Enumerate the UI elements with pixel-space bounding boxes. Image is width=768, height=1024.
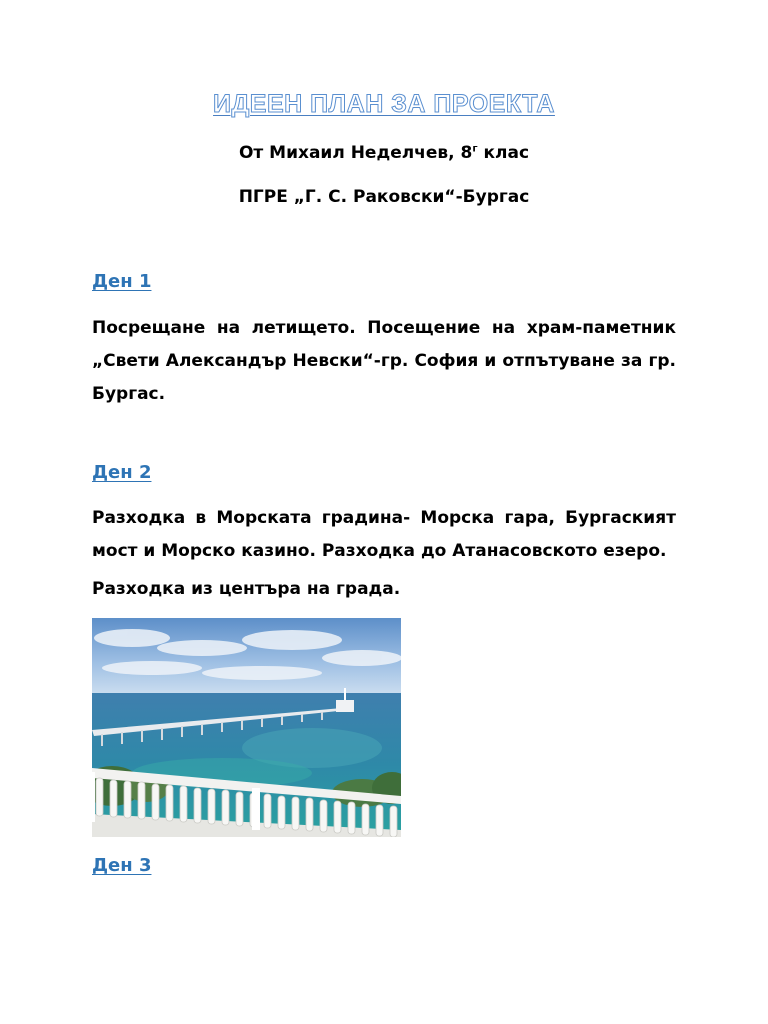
- document-title: ИДЕЕН ПЛАН ЗА ПРОЕКТА: [213, 90, 555, 118]
- day-2-heading: Ден 2: [92, 462, 152, 483]
- author-line-prefix: От Михаил Неделчев, 8: [238, 143, 473, 163]
- day-2-paragraph: Разходка в Морската градина- Морска гара, Бургаският мост и Морско казино. Разходка до Атанасовското езеро.: [92, 508, 676, 561]
- burgas-pier-photo: [92, 618, 401, 837]
- day-1-paragraph: Посрещане на летището. Посещение на храм-паметник „Свети Александър Невски“-гр. София и отпътуване за гр. Бургас.: [92, 318, 676, 404]
- author-line-suffix: клас: [477, 143, 530, 163]
- day-1-heading: Ден 1: [92, 271, 152, 292]
- author-line: [0, 143, 768, 163]
- school-line: ПГРЕ „Г. С. Раковски“-Бургас: [238, 187, 530, 207]
- day-2-paragraph-2: Разходка из центъра на града.: [92, 579, 401, 599]
- author-grade-superscript: г: [472, 143, 478, 155]
- day-3-heading: Ден 3: [92, 855, 152, 876]
